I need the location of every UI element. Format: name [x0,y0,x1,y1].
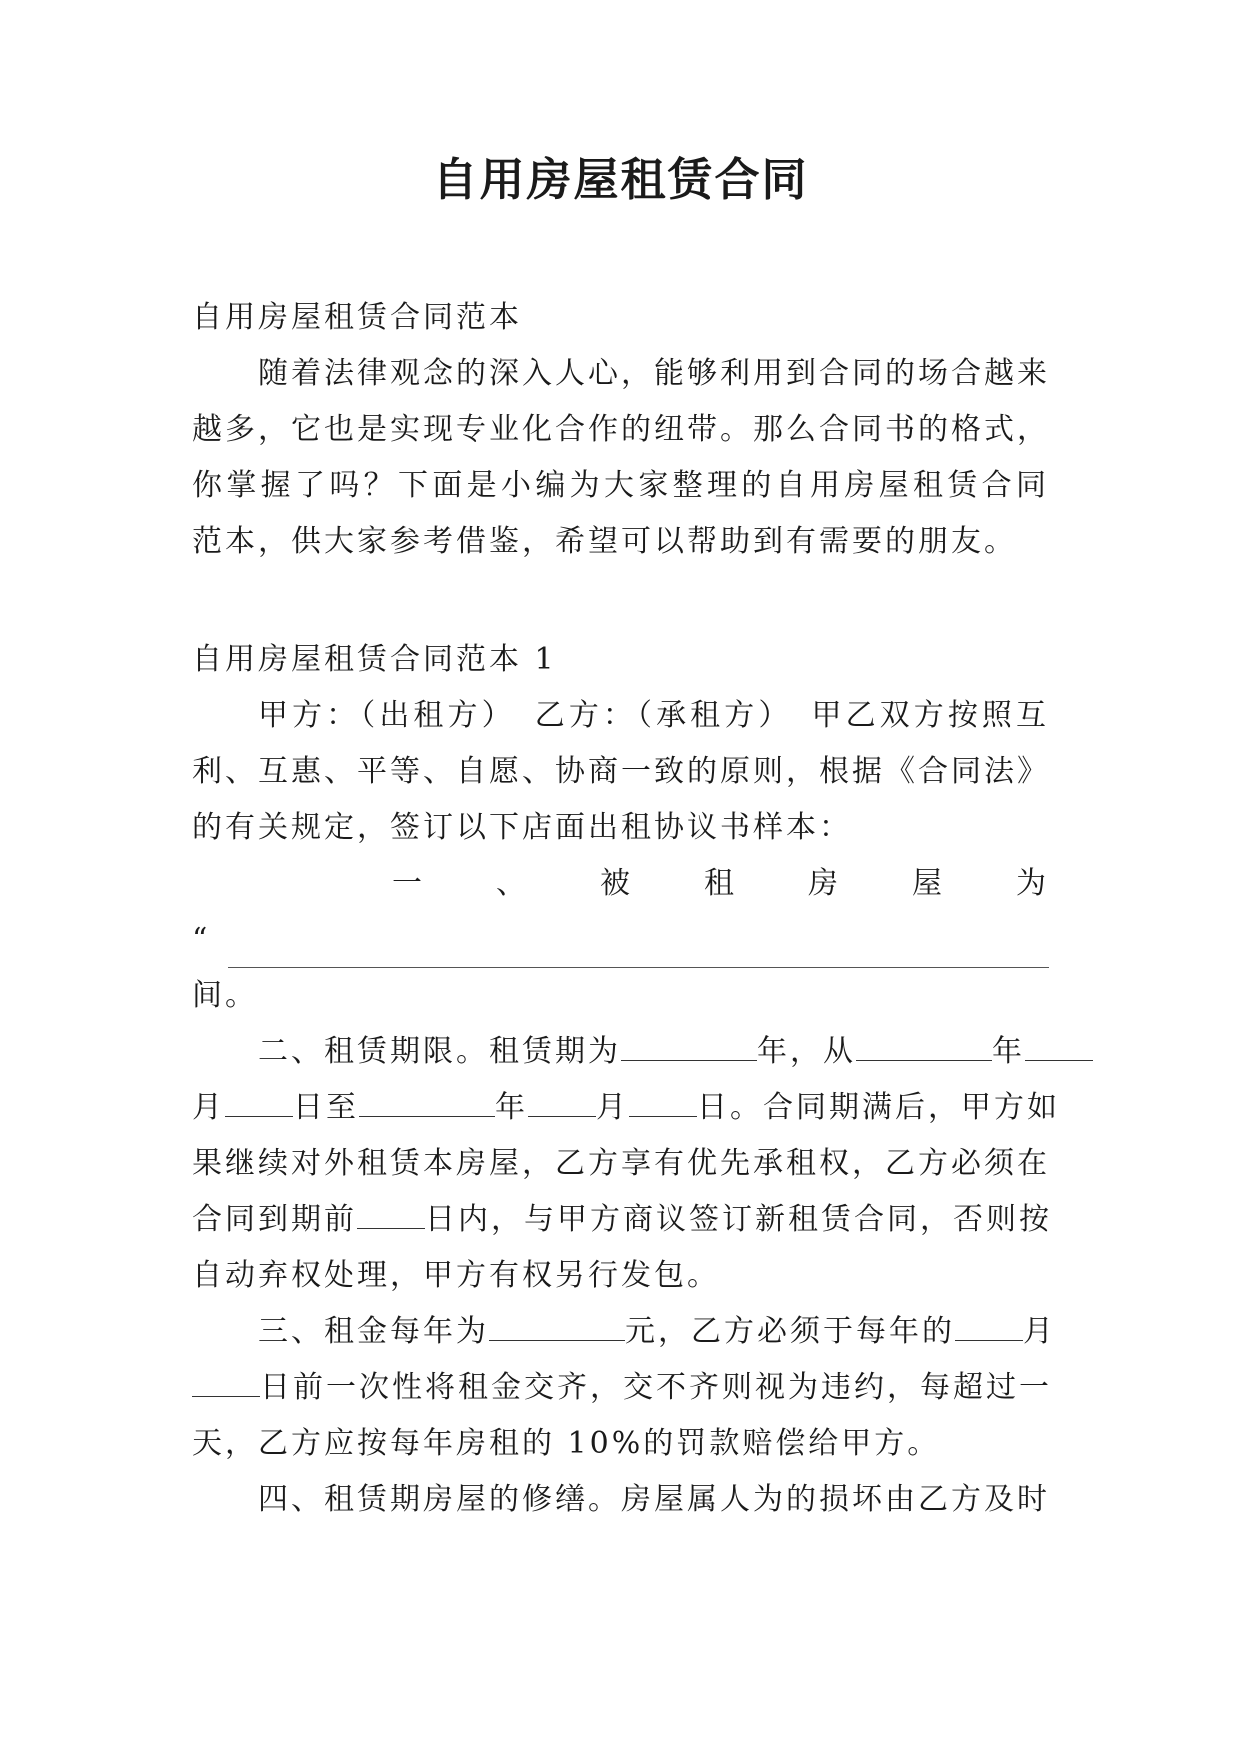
clause1-char: 租 [704,866,737,901]
clause1-line-1 [192,856,1049,912]
blank-start-day [225,1090,293,1117]
blank-rent-month [955,1314,1023,1341]
parties-line-1: 甲方：（出租方） 乙方：（承租方） 甲乙双方按照互 [258,698,1049,733]
clause2-line-2 [192,1080,1060,1136]
document-title: 自用房屋租赁合同 [432,153,809,206]
clause1-char: 一 [392,866,425,901]
clause1-char: 为 [1016,866,1049,901]
clause3-line-1 [192,1304,1056,1360]
clause2-text: 合同到期前 [192,1202,357,1237]
clause2-text: 日至 [293,1090,359,1125]
parties-line-2: 利、互惠、平等、自愿、协商一致的原则，根据《合同法》 [192,754,1050,789]
intro-line-3: 你掌握了吗？下面是小编为大家整理的自用房屋租赁合同 [192,468,1049,503]
clause2-text: 年 [495,1090,528,1125]
clause3-text: 日前一次性将租金交齐，交不齐则视为违约，每超过一 [260,1370,1052,1405]
clause3-text: 三、租金每年为 [258,1314,489,1349]
clause1-char: 房 [808,866,841,901]
blank-rent-day [192,1370,260,1397]
paragraph-spacer [192,570,1049,632]
blank-rent-amount [489,1314,625,1341]
section-heading: 自用房屋租赁合同范本 1 [192,642,557,677]
clause3-text: 元，乙方必须于每年的 [625,1314,955,1349]
clause2-text: 年，从 [757,1034,856,1069]
blank-years [621,1034,757,1061]
clause2-line-1 [192,1024,1049,1080]
clause4-line-1: 四、租赁期房屋的修缮。房屋属人为的损坏由乙方及时 [258,1482,1050,1517]
clause2-line-3: 果继续对外租赁本房屋，乙方享有优先承租权，乙方必须在 [192,1146,1050,1181]
clause1-char: 被 [600,866,633,901]
intro-line-1: 随着法律观念的深入人心，能够利用到合同的场合越来 [258,356,1050,391]
clause1-line-2 [192,912,1049,968]
blank-start-month [1025,1034,1093,1061]
clause2-text: 月 [192,1090,225,1125]
clause2-text: 日。合同期满后，甲方如 [697,1090,1060,1125]
clause2-text: 年 [992,1034,1025,1069]
clause3-text: 月 [1023,1314,1056,1349]
clause1-char: 屋 [912,866,945,901]
clause1-char: 、 [496,866,529,901]
clause2-text: 日内，与甲方商议签订新租赁合同，否则按 [425,1202,1052,1237]
blank-notice-days [357,1202,425,1229]
fill-in-blank-line [228,937,1049,968]
open-quote: “ [192,922,211,957]
clause2-text: 月 [596,1090,629,1125]
blank-start-year [856,1034,992,1061]
parties-line-3: 的有关规定，签订以下店面出租协议书样本： [192,810,852,845]
blank-end-year [359,1090,495,1117]
blank-end-month [528,1090,596,1117]
clause3-line-3: 天，乙方应按每年房租的 10%的罚款赔偿给甲方。 [192,1426,941,1461]
clause3-line-2 [192,1360,1052,1416]
document-body [192,290,1060,1528]
clause2-line-4 [192,1192,1052,1248]
subtitle: 自用房屋租赁合同范本 [192,300,522,335]
intro-line-2: 越多，它也是实现专业化合作的纽带。那么合同书的格式， [192,412,1050,447]
blank-end-day [629,1090,697,1117]
clause1-line-3: 间。 [192,978,258,1013]
clause2-line-5: 自动弃权处理，甲方有权另行发包。 [192,1258,720,1293]
intro-line-4: 范本，供大家参考借鉴，希望可以帮助到有需要的朋友。 [192,524,1017,559]
clause2-text: 二、租赁期限。租赁期为 [258,1034,621,1069]
